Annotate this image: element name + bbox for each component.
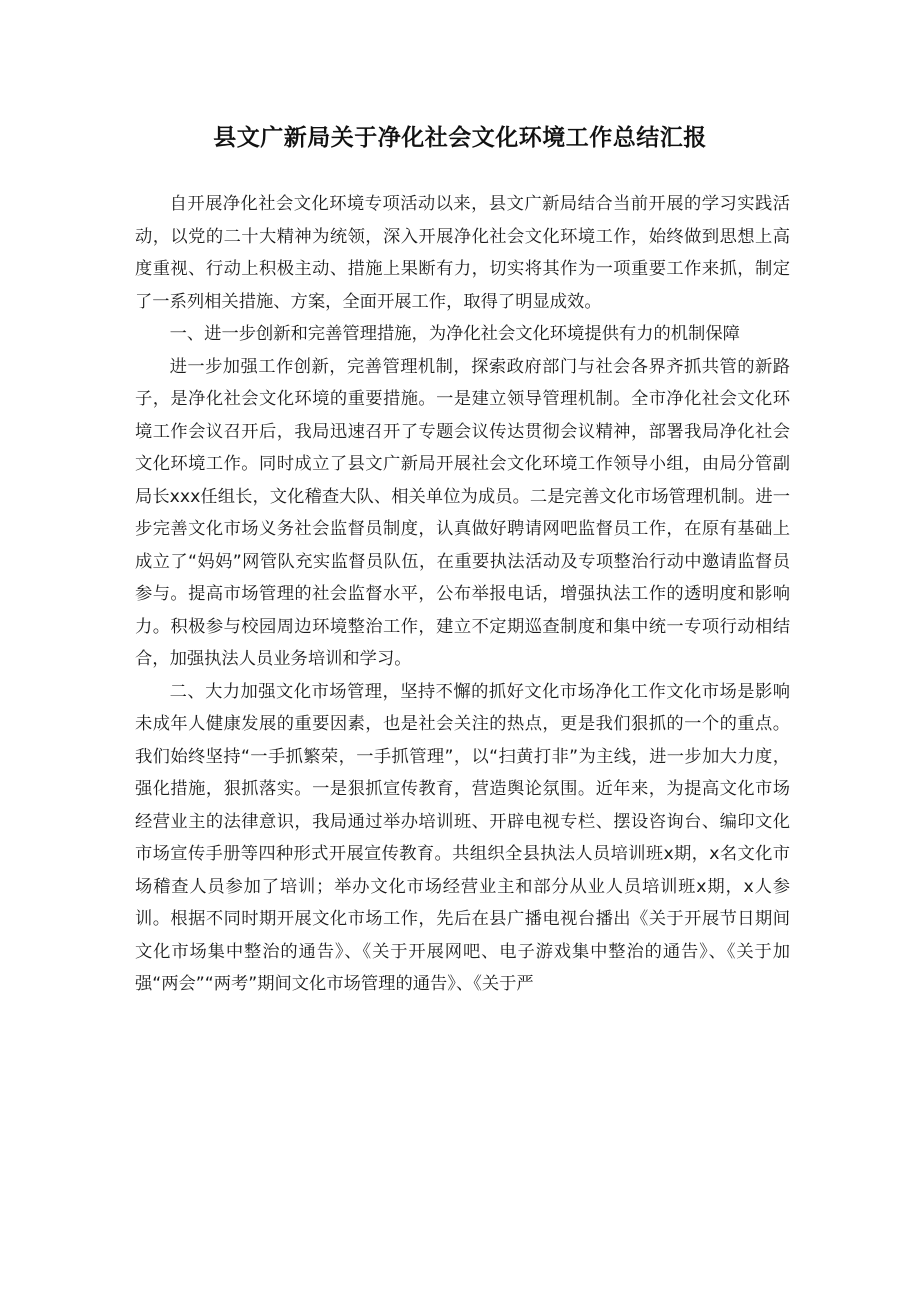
- document-title: 县文广新局关于净化社会文化环境工作总结汇报: [213, 125, 707, 151]
- document-body: [135, 188, 790, 1001]
- section-heading-1: 一、进一步创新和完善管理措施，为净化社会文化环境提供有力的机制保障: [169, 324, 740, 344]
- section-heading-2-paragraph: 二、大力加强文化市场管理，坚持不懈的抓好文化市场净化工作文化市场是影响未成年人健康发展的重要因素，也是社会关注的热点，更是我们狠抓的一个的重点。我们始终坚持“一手抓繁荣，一手抓管理”，以“扫黄打非”为主线，进一步加大力度，强化措施，狠抓落实。一是狠抓宣传教育，营造舆论氛围。近年来，为提高文化市场经营业主的法律意识，我局通过举办培训班、开辟电视专栏、摆设咨询台、编印文化市场宣传手册等四种形式开展宣传教育。共组织全县执法人员培训班x期，x名文化市场稽查人员参加了培训；举办文化市场经营业主和部分从业人员培训班x期，x人参训。根据不同时期开展文化市场工作，先后在县广播电视台播出《关于开展节日期间文化市场集中整治的通告》、《关于开展网吧、电子游戏集中整治的通告》、《关于加强“两会”“两考”期间文化市场管理的通告》、《关于严: [135, 681, 790, 994]
- paragraph-section-1: 进一步加强工作创新，完善管理机制，探索政府部门与社会各界齐抓共管的新路子，是净化社会文化环境的重要措施。一是建立领导管理机制。全市净化社会文化环境工作会议召开后，我局迅速召开了专题会议传达贯彻会议精神，部署我局净化社会文化环境工作。同时成立了县文广新局开展社会文化环境工作领导小组，由局分管副局长xxx任组长，文化稽查大队、相关单位为成员。二是完善文化市场管理机制。进一步完善文化市场义务社会监督员制度，认真做好聘请网吧监督员工作，在原有基础上成立了“妈妈”网管队充实监督员队伍，在重要执法活动及专项整治行动中邀请监督员参与。提高市场管理的社会监督水平，公布举报电话，增强执法工作的透明度和影响力。积极参与校园周边环境整治工作，建立不定期巡查制度和集中统一专项行动相结合，加强执法人员业务培训和学习。: [135, 356, 790, 669]
- paragraph-intro: 自开展净化社会文化环境专项活动以来，县文广新局结合当前开展的学习实践活动，以党的二十大精神为统领，深入开展净化社会文化环境工作，始终做到思想上高度重视、行动上积极主动、措施上果断有力，切实将其作为一项重要工作来抓，制定了一系列相关措施、方案，全面开展工作，取得了明显成效。: [135, 194, 790, 312]
